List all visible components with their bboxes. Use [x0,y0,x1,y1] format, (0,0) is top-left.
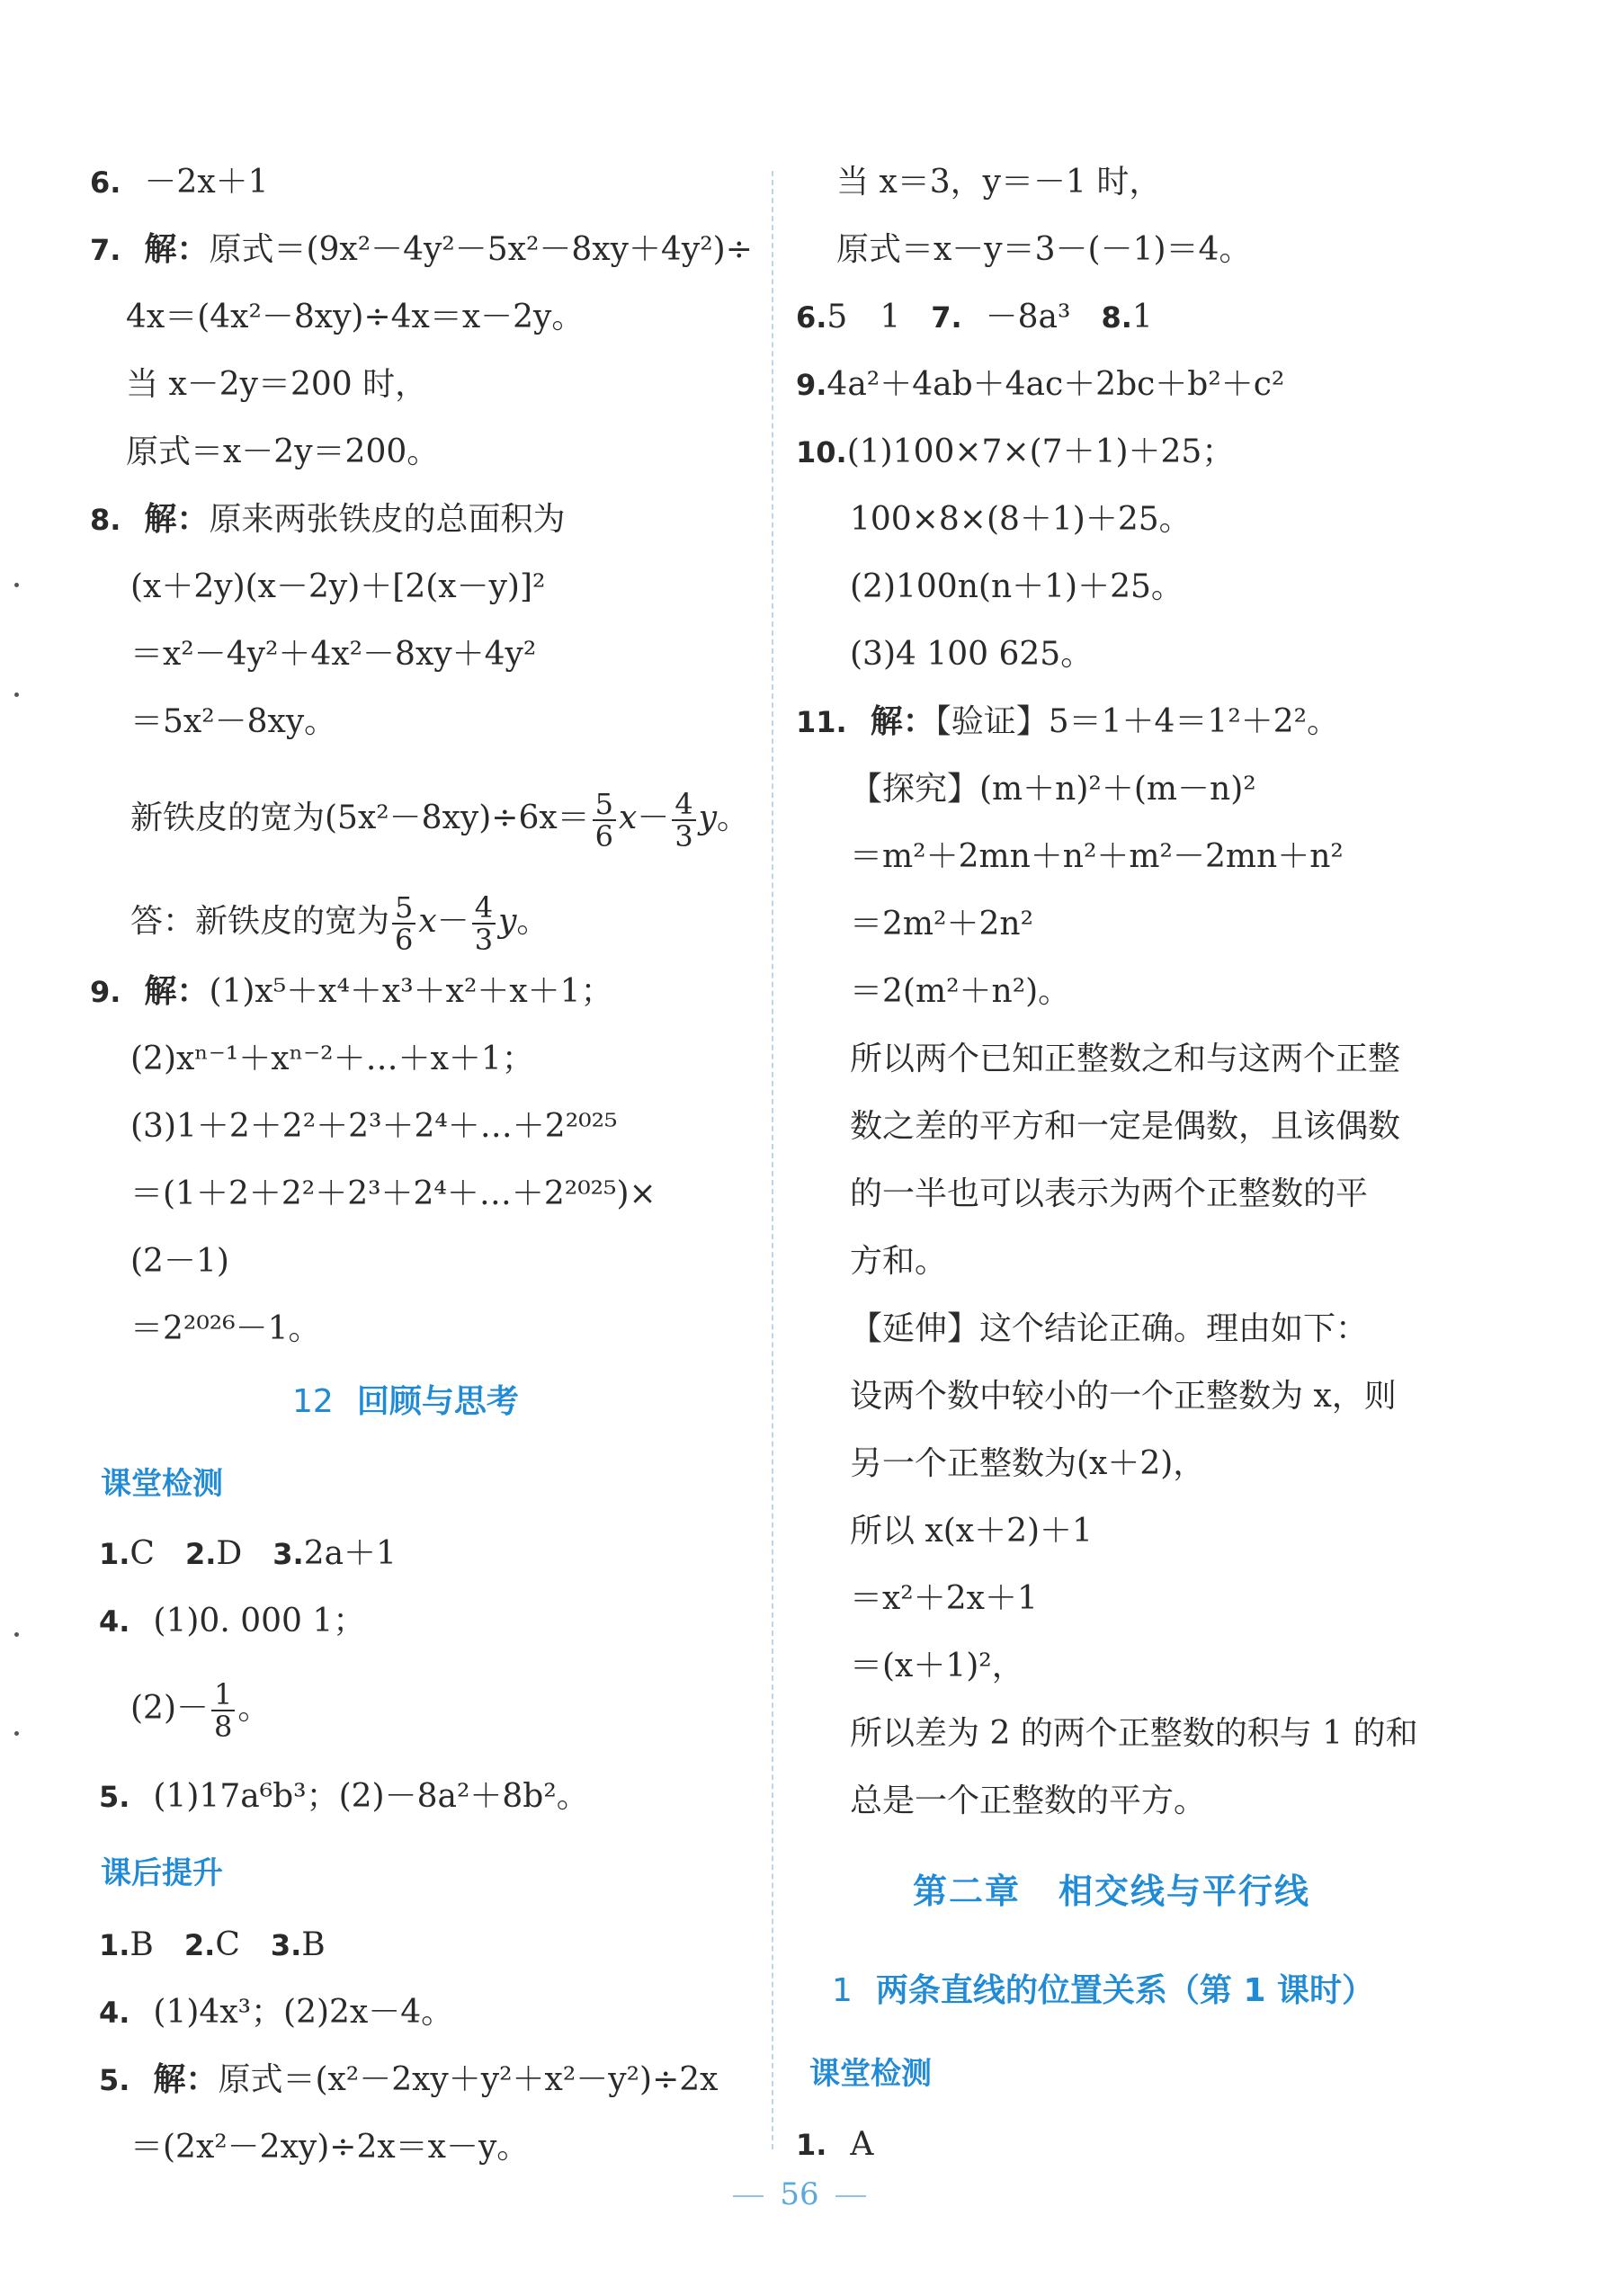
fraction-five-sixths: $\frac{5}{6}$ [392,892,415,955]
answer-11-line-13: 所以 x(x＋2)＋1 [850,1513,1093,1550]
fraction-four-thirds: $\frac{4}{3}$ [672,789,695,852]
answer-11-line-5: ＝2(m²＋n²)。 [850,973,1071,1010]
answer-7-line-3: 当 x－2y＝200 时， [126,366,428,403]
right-line-1: 当 x＝3，y＝－1 时， [836,164,1162,201]
classroom-answer-5: 5. (1)17a⁶b³；(2)－8a²＋8b²。 [99,1778,589,1815]
answer-11-line-11: 设两个数中较小的一个正整数为 x，则 [850,1378,1397,1415]
answers-6-8: 6.5 1 7. －8a³ 8.1 [796,299,1153,335]
answer-11-line-14: ＝x²＋2x＋1 [850,1580,1038,1617]
answer-11-line-7: 数之差的平方和一定是偶数，且该偶数 [850,1108,1401,1145]
classroom-answers-1-3: 1.C 2.D 3.2a＋1 [99,1535,397,1572]
section-title-1: 1 两条直线的位置关系（第 1 课时） [832,1972,1375,2009]
answer-8-line-5: 新铁皮的宽为(5x²－8xy)÷6x＝ $\frac{5}{6}$ x－ $\frac{4}{3}$ y。 [130,787,750,853]
margin-dot [14,583,19,587]
right-line-2: 原式＝x－y＝3－(－1)＝4。 [836,231,1252,268]
margin-dot [14,692,19,697]
answer-8-line-3: ＝x²－4y²＋4x²－8xy＋4y² [130,636,537,673]
answer-9-line-5: (2－1) [130,1243,229,1280]
after-class-answer-4: 4. (1)4x³；(2)2x－4。 [99,1994,454,2031]
column-divider [772,171,773,2149]
answer-7-line-2: 4x＝(4x²－8xy)÷4x＝x－2y。 [126,299,585,335]
classroom-check-heading-2: 课堂检测 [809,2056,932,2092]
classroom-answer-4-line-2: (2)－ $\frac{1}{8}$ 。 [130,1677,271,1744]
answer-11-line-16: 所以差为 2 的两个正整数的积与 1 的和 [850,1715,1418,1752]
classroom-check-heading: 课堂检测 [101,1466,223,1502]
fraction-one-eighth: $\frac{1}{8}$ [211,1679,235,1742]
classroom-answer-1: 1. A [796,2126,874,2163]
answer-11-line-8: 的一半也可以表示为两个正整数的平 [850,1175,1369,1212]
answer-10-line-3: (2)100n(n＋1)＋25。 [850,568,1184,605]
after-class-answer-5-line-2: ＝(2x²－2xy)÷2x＝x－y。 [130,2129,530,2166]
answer-9-line-3: (3)1＋2＋2²＋2³＋2⁴＋…＋2²⁰²⁵ [130,1108,618,1145]
chapter-title: 第二章 相交线与平行线 [913,1872,1311,1911]
answer-11-line-2: 【探究】(m＋n)²＋(m－n)² [850,771,1256,808]
answer-9-line-2: (2)xⁿ⁻¹＋xⁿ⁻²＋…＋x＋1； [130,1041,534,1077]
answer-11-line-9: 方和。 [850,1243,948,1280]
answer-8-line-6: 答：新铁皮的宽为 $\frac{5}{6}$ x－ $\frac{4}{3}$ y。 [130,890,549,957]
answer-8-line-4: ＝5x²－8xy。 [130,703,337,740]
answer-7-line-1: 7. 解：原式＝(9x²－4y²－5x²－8xy＋4y²)÷ [90,231,753,268]
answer-11-line-1: 11. 解：【验证】5＝1＋4＝1²＋2²。 [796,703,1340,740]
after-class-answer-5-line-1: 5. 解：原式＝(x²－2xy＋y²＋x²－y²)÷2x [99,2061,719,2098]
answer-9-line-1: 9. 解：(1)x⁵＋x⁴＋x³＋x²＋x＋1； [90,973,613,1010]
page-number: 56 [0,2176,1599,2212]
answer-10-line-2: 100×8×(8＋1)＋25。 [850,501,1192,538]
after-class-heading: 课后提升 [101,1855,223,1891]
answer-9-line-4: ＝(1＋2＋2²＋2³＋2⁴＋…＋2²⁰²⁵)× [130,1175,657,1212]
answer-11-line-10: 【延伸】这个结论正确。理由如下： [850,1310,1369,1347]
classroom-answer-4-line-1: 4. (1)0. 000 1； [99,1603,366,1639]
answer-right-9: 9.4a²＋4ab＋4ac＋2bc＋b²＋c² [796,366,1285,403]
answer-6: 6. －2x＋1 [90,164,269,201]
answer-10-line-4: (3)4 100 625。 [850,636,1094,673]
answer-7-line-4: 原式＝x－2y＝200。 [126,433,440,470]
answer-9-line-6: ＝2²⁰²⁶－1。 [130,1310,321,1347]
margin-dot [14,1731,19,1736]
answer-11-line-15: ＝(x＋1)²， [850,1648,1024,1684]
answer-11-line-6: 所以两个已知正整数之和与这两个正整 [850,1041,1401,1077]
answer-11-line-3: ＝m²＋2mn＋n²＋m²－2mn＋n² [850,838,1344,875]
fraction-four-thirds: $\frac{4}{3}$ [472,892,496,955]
fraction-five-sixths: $\frac{5}{6}$ [593,789,616,852]
after-class-answers-1-3: 1.B 2.C 3.B [99,1926,326,1963]
answer-10-line-1: 10.(1)100×7×(7＋1)＋25； [796,433,1235,470]
section-title-12: 12 回顾与思考 [292,1383,519,1420]
answer-11-line-4: ＝2m²＋2n² [850,906,1033,943]
answer-11-line-17: 总是一个正整数的平方。 [850,1782,1207,1819]
answer-8-line-2: (x＋2y)(x－2y)＋[2(x－y)]² [130,568,546,605]
answer-11-line-12: 另一个正整数为(x＋2)， [850,1445,1206,1482]
answer-8-line-1: 8. 解：原来两张铁皮的总面积为 [90,501,566,538]
margin-dot [14,1632,19,1637]
